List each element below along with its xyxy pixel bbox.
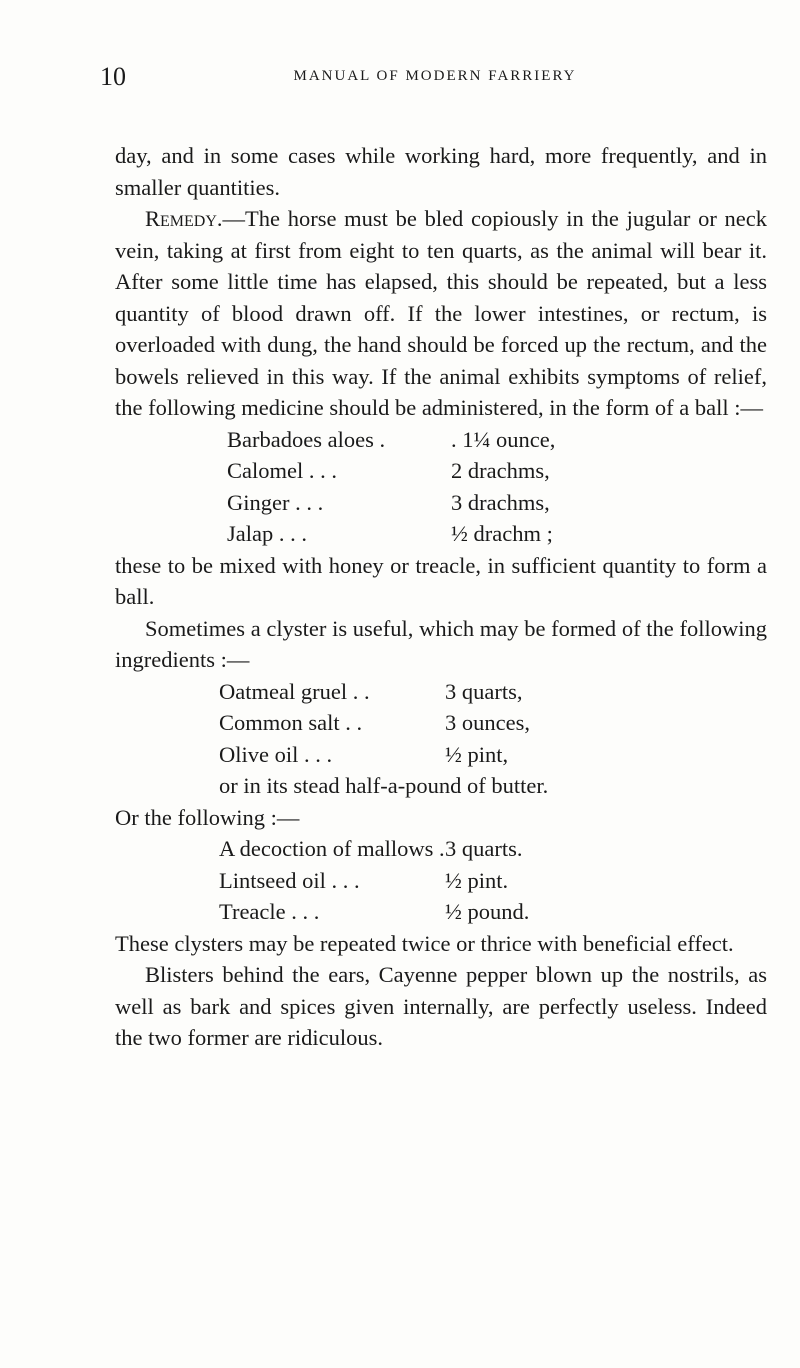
ingredient-name: Treacle . . . [219, 899, 320, 924]
recipe-item [219, 865, 767, 897]
remedy-label: Remedy. [145, 206, 223, 231]
recipe-item [227, 487, 767, 519]
page-header [100, 62, 770, 94]
recipe-item [227, 518, 767, 550]
paragraph-clysters-repeat: These clysters may be repeated twice or thrice with beneficial effect. [115, 930, 734, 956]
paragraph-blisters: Blisters behind the ears, Cayenne pepper blown up the nostrils, as well as bark and spices given internally, are perfectly useless. Indeed the two former are ridiculous. [115, 962, 767, 1050]
page-body [115, 140, 767, 1054]
recipe-item [219, 896, 767, 928]
ingredient-quantity: 3 quarts, [445, 678, 523, 704]
ingredient-quantity: 3 drachms, [451, 489, 550, 515]
ingredient-quantity: ½ pound. [445, 899, 530, 924]
ingredient-name: Lintseed oil . . . [219, 867, 360, 893]
clyster-recipe-list-2 [115, 833, 767, 928]
remedy-text: —The horse must be bled copiously in the jugular or neck vein, taking at first from eight to ten quarts, as the animal will bear it. After some little time has elapsed, this should be repeated, but a less quantity of blood drawn off. If the lower intestines, or rectum, is overloaded with dung, the hand should be forced up the rectum, and the bowels relieved in this way. If the animal exhibits symptoms of relief, the following medicine should be administered, in the form of a ball :— [115, 206, 767, 420]
ingredient-quantity: ½ pint. [445, 867, 509, 893]
ingredient-name: Olive oil . . . [219, 741, 333, 767]
ingredient-name: Barbadoes aloes . [227, 426, 386, 452]
ingredient-name: Jalap . . . [227, 521, 307, 546]
paragraph-remedy [115, 203, 767, 424]
ingredient-quantity: 2 drachms, [451, 458, 550, 483]
ingredient-quantity: ½ drachm ; [451, 521, 553, 546]
recipe-item [227, 455, 767, 487]
paragraph-or-following: Or the following :— [115, 804, 300, 830]
recipe-item [219, 739, 767, 771]
running-head: MANUAL OF MODERN FARRIERY [293, 68, 577, 84]
ingredient-quantity: . 1¼ ounce, [451, 426, 556, 452]
ingredient-name: Calomel . . . [227, 458, 337, 483]
recipe-item [219, 833, 767, 865]
ingredient-name: Ginger . . . [227, 489, 324, 515]
ingredient-name: A decoction of mallows . [219, 836, 445, 861]
ingredient-quantity: 3 quarts. [445, 836, 523, 861]
paragraph-clyster-intro: Sometimes a clyster is useful, which may be formed of the following ingredients :— [115, 615, 767, 672]
ingredient-name: Common salt . . [219, 710, 363, 735]
page-number: 10 [100, 62, 126, 91]
paragraph-after-ball: these to be mixed with honey or treacle, in sufficient quantity to form a ball. [115, 552, 767, 609]
recipe-item [227, 424, 767, 456]
ball-recipe-list [115, 424, 767, 550]
ingredient-name: Oatmeal gruel . . [219, 678, 370, 704]
recipe-item [219, 676, 767, 708]
butter-alternative-line: or in its stead half-a-pound of butter. [219, 773, 549, 798]
clyster-recipe-list-1 [115, 676, 767, 771]
recipe-item [219, 707, 767, 739]
paragraph-continuation: day, and in some cases while working hard, more frequently, and in smaller quantities. [115, 143, 767, 200]
ingredient-quantity: ½ pint, [445, 741, 509, 767]
ingredient-quantity: 3 ounces, [445, 710, 530, 735]
